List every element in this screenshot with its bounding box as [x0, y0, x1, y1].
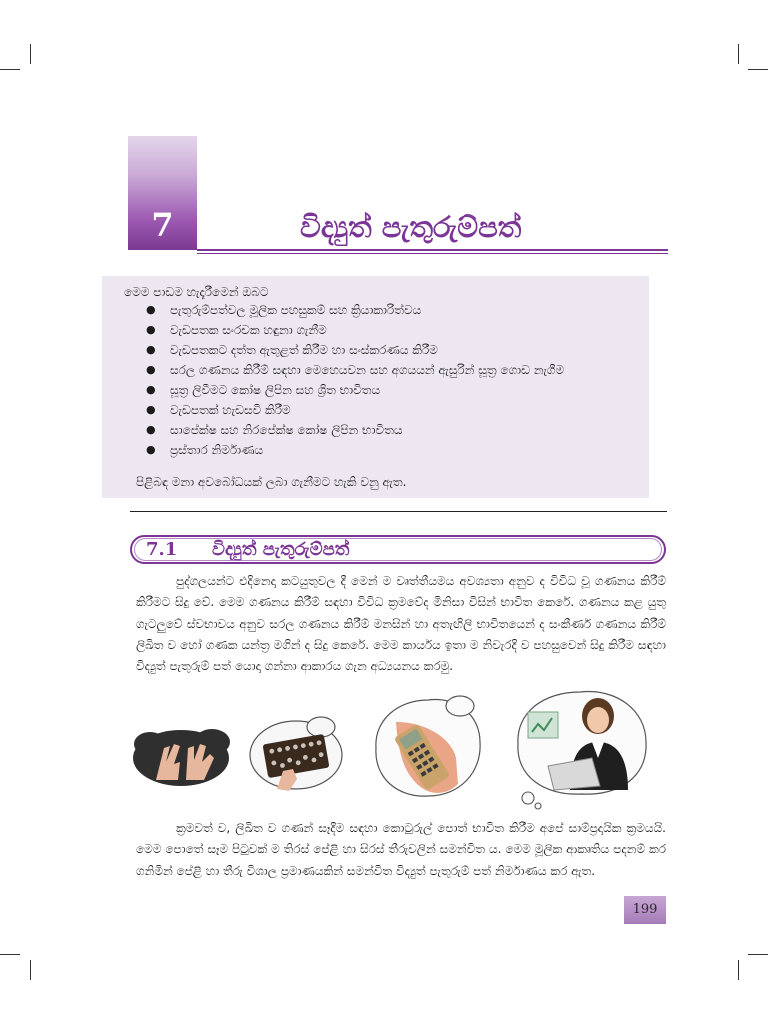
objective-text: වැඩපතක් හැඩසවි කිරීම: [170, 403, 291, 417]
chapter-number: 7: [151, 206, 174, 244]
bullet-icon: ●: [146, 343, 156, 356]
crop-mark: [0, 954, 20, 955]
objectives-intro: මෙම පාඩම හැදෑරීමෙන් ඔබට: [124, 285, 269, 299]
crop-mark: [738, 960, 739, 980]
chapter-title: විද්‍යුත් පැතුරුම්පත්: [300, 210, 522, 244]
objectives-list: [146, 300, 646, 460]
bullet-icon: ●: [146, 363, 156, 376]
list-item: [146, 440, 646, 460]
section-title: විද්‍යුත් පැතුරුම්පත්: [212, 539, 350, 560]
list-item: [146, 400, 646, 420]
list-item: [146, 380, 646, 400]
bullet-icon: ●: [146, 423, 156, 436]
bullet-icon: ●: [146, 323, 156, 336]
calculator-icon: [368, 692, 486, 802]
crop-mark: [738, 44, 739, 64]
crop-mark: [30, 44, 31, 64]
body-paragraph: පුද්ගලයන්ට එදිනෙදා කටයුතුවල දී මෙන් ම වෘත්තීයමය අවශ්‍යතා අනුව ද විවිධ වූ ගණනය කිරීම් කිරීමට සිදු වේ. මෙම ගණනය කිරීම් සඳහා විවිධ ක්‍රමවේද මිනිසා විසින් භාවිත කෙරේ. ගණනය කළ යුතු ගැටලුවේ ස්වභාවය අනුව සරල ගණනය කිරීම් මනසින් හා අතැඟිලි භාවිතයෙන් ද සංකීර්ණ ගණනය කිරීම් ලිඛිත ව හෝ ගණක යන්ත්‍ර මගින් ද සිදු කෙරේ. මෙම කාර්යය ඉතා ම නිවැරදි ව පහසුවෙන් සිදු කිරීම සඳහා විද්‍යුත් පැතුරුම් පත් යොදා ගන්නා ආකාරය ගැන අධ්‍යයනය කරමු.: [136, 574, 666, 674]
objective-text: වැඩපතක සංරචක හඳුනා ගැනීම: [170, 323, 327, 337]
chapter-rule: [197, 253, 668, 254]
crop-mark: [30, 960, 31, 980]
list-item: [146, 360, 646, 380]
abacus-icon: [247, 713, 345, 795]
body-paragraph: ක්‍රමවත් ව, ලිඛිත ව ගණන් සෑදීම සඳහා කොටුරුල් පොත් භාවිත කිරීම අපේ සාම්ප්‍රදායික ක්‍රමයයි. මෙම පොතේ සෑම පිටුවක් ම තිරස් පේළි හා සිරස් තීරුවලින් සමන්විත ය. මෙම මූලික ආකෘතිය පදනම් කර ගනිමින් පේළි හා තීරු විශාල ප්‍රමාණයකින් සමන්විත විද්‍යුත් පැතුරුම් පත් නිර්මාණය කර ඇත.: [136, 821, 666, 878]
objective-text: සූත්‍ර ලිවීමට කෝෂ ලිපින සහ ශ්‍රිත භාවිතය: [170, 383, 381, 397]
list-item: [146, 340, 646, 360]
list-item: [146, 320, 646, 340]
bullet-icon: ●: [146, 303, 156, 316]
objective-text: පැතුරුම්පත්වල මූලික පහසුකම් සහ ක්‍රියාකාරිත්වය: [170, 303, 422, 317]
list-item: [146, 300, 646, 320]
crop-mark: [748, 954, 768, 955]
crop-mark: [748, 69, 768, 70]
bullet-icon: ●: [146, 443, 156, 456]
counting-hands-icon: [130, 722, 232, 790]
section-number: 7.1: [146, 539, 178, 560]
objective-text: ප්‍රස්තාර නිර්මාණය: [170, 443, 264, 457]
chapter-rule: [197, 249, 668, 251]
page-number: 199: [632, 902, 658, 917]
bullet-icon: ●: [146, 403, 156, 416]
laptop-user-icon: [508, 686, 652, 810]
crop-mark: [0, 69, 20, 70]
list-item: [146, 420, 646, 440]
divider: [130, 511, 667, 512]
objective-text: සාපේක්ෂ සහ නිරපේක්ෂ කෝෂ ලිපින භාවිතය: [170, 423, 403, 437]
objective-text: සරල ගණනය කිරීම් සඳහා මෙහෙයවන සහ අගයයන් ඇසුරින් සූත්‍ර ගොඩ නැගීම: [170, 363, 565, 377]
objectives-outro: පිළිබඳ මනා අවබෝධයක් ලබා ගැනීමට හැකි වනු ඇත.: [136, 475, 407, 489]
bullet-icon: ●: [146, 383, 156, 396]
objective-text: වැඩපතකට දත්ත ඇතුළත් කිරීම හා සංස්කරණය කිරීම: [170, 343, 438, 357]
